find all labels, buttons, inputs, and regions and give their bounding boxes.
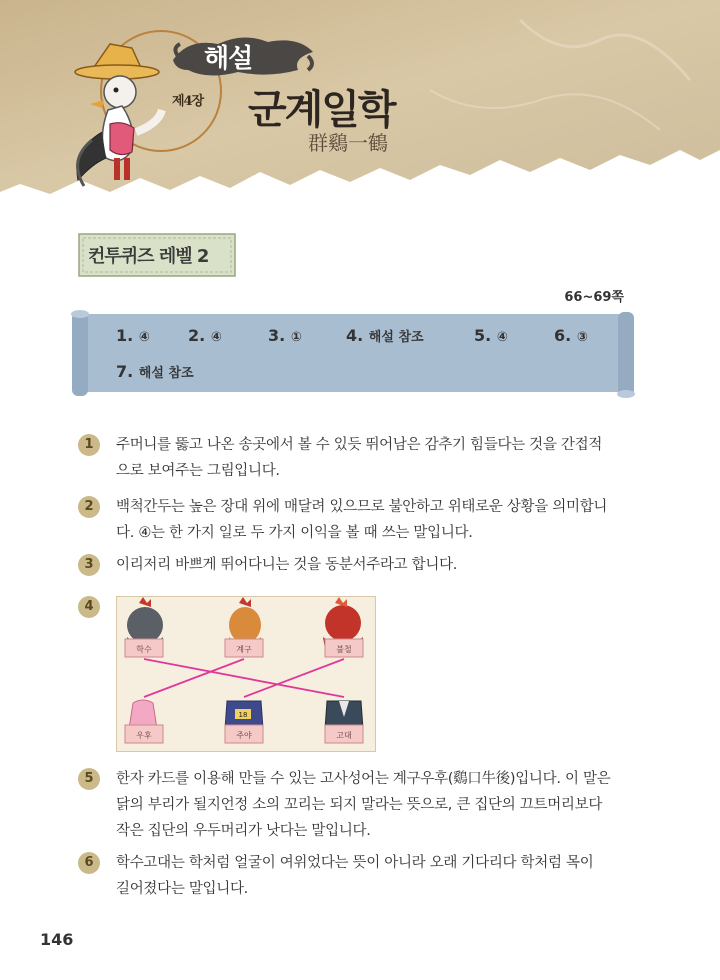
item-number-badge: 5	[78, 768, 100, 790]
answer-number: 6.	[554, 326, 572, 345]
answer-number: 7.	[116, 362, 134, 381]
answer-number: 1.	[116, 326, 134, 345]
matching-figure	[116, 596, 376, 752]
chapter-label: 제4장	[172, 94, 204, 109]
item-number-badge: 3	[78, 554, 100, 576]
answer-number: 3.	[268, 326, 286, 345]
answer-scroll-background	[70, 306, 636, 398]
bottom-card-label: 우후	[136, 731, 152, 740]
answer-3	[268, 326, 302, 345]
rooster-mascot-icon	[62, 40, 182, 190]
answer-2	[188, 326, 222, 345]
explanation-line: 다. ④는 한 가지 일로 두 가지 이익을 볼 때 쓰는 말입니다.	[116, 525, 473, 541]
answer-value: ①	[290, 330, 302, 345]
bottom-card-label: 고대	[336, 731, 352, 740]
answer-5	[474, 326, 508, 345]
explanation-line: 이리저리 바쁘게 뛰어다니는 것을 동분서주라고 합니다.	[116, 557, 458, 573]
item-number-badge: 1	[78, 434, 100, 456]
answer-4	[346, 326, 424, 345]
explanation-5	[78, 766, 638, 844]
page-title-hanja: 群鷄一鶴	[308, 131, 388, 155]
jersey-number: 18	[238, 711, 248, 719]
answer-value: 해설 참조	[138, 366, 194, 381]
match-line	[144, 659, 344, 697]
explanation-line: 백척간두는 높은 장대 위에 매달려 있으므로 불안하고 위태로운 상황을 의미합니	[116, 499, 608, 515]
top-card-label: 계구	[236, 645, 252, 654]
explanation-1	[78, 432, 638, 484]
explanation-line: 으로 보여주는 그림입니다.	[116, 463, 280, 479]
explanation-line: 학수고대는 학처럼 얼굴이 여위었다는 뜻이 아니라 오래 기다리다 학처럼 목이	[116, 855, 594, 871]
answer-1	[116, 326, 150, 345]
explanation-line: 작은 집단의 우두머리가 낫다는 말입니다.	[116, 823, 371, 839]
page-range: 66~69쪽	[564, 290, 624, 305]
answer-number: 2.	[188, 326, 206, 345]
bottom-card-label: 주야	[236, 731, 252, 740]
item-number-badge: 4	[78, 596, 100, 618]
item-number-badge: 2	[78, 496, 100, 518]
answer-value: ③	[576, 330, 588, 345]
answer-6	[554, 326, 588, 345]
answer-number: 5.	[474, 326, 492, 345]
explanation-line: 닭의 부리가 될지언정 소의 꼬리는 되지 말라는 뜻으로, 큰 집단의 끄트머리보다	[116, 797, 603, 813]
answer-number: 4.	[346, 326, 364, 345]
answer-value: ④	[210, 330, 222, 345]
match-line	[244, 659, 344, 697]
answer-value: 해설 참조	[368, 330, 424, 345]
explanation-line: 길어졌다는 말입니다.	[116, 881, 248, 897]
explanation-line: 주머니를 뚫고 나온 송곳에서 볼 수 있듯 뛰어남은 감추기 힘들다는 것을 간접적	[116, 437, 603, 453]
answer-7	[116, 362, 194, 381]
top-card-label: 학수	[136, 645, 152, 654]
haeseol-badge: 해설	[204, 44, 253, 74]
explanation-line: 한자 카드를 이용해 만들 수 있는 고사성어는 계구우후(鷄口牛後)입니다. 이 말은	[116, 771, 611, 787]
explanation-2	[78, 494, 638, 546]
answer-value: ④	[138, 330, 150, 345]
page-title: 군계일학	[248, 87, 395, 133]
page-number: 146	[40, 930, 74, 949]
explanation-3	[78, 552, 638, 578]
answer-value: ④	[496, 330, 508, 345]
section-title: 컨투퀴즈 레벨 2	[88, 246, 209, 267]
top-card-label: 불철	[336, 645, 352, 654]
explanation-6	[78, 850, 638, 902]
item-number-badge: 6	[78, 852, 100, 874]
match-line	[144, 659, 244, 697]
